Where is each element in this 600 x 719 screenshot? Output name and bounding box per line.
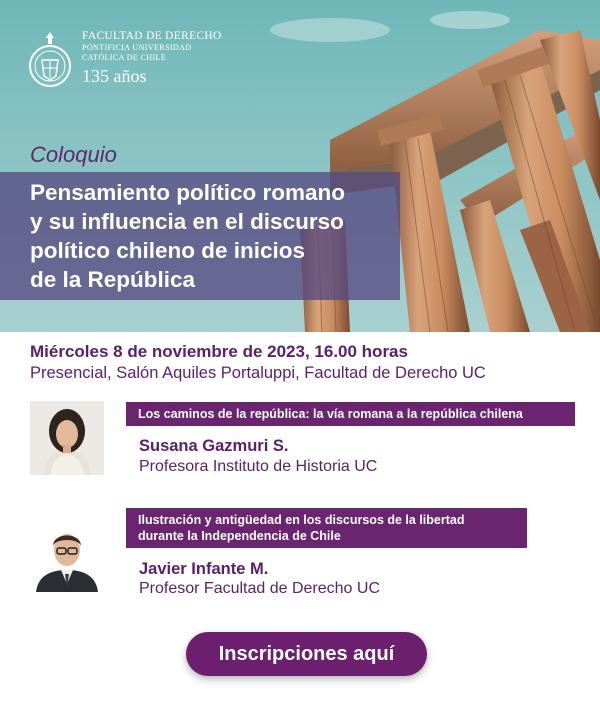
university-name-2: CATÓLICA DE CHILE <box>82 53 167 62</box>
event-type: Coloquio <box>30 142 117 167</box>
speaker-role-2: Profesor Facultad de Derecho UC <box>139 580 380 597</box>
hero-banner <box>0 0 600 332</box>
speaker-role-1: Profesora Instituto de Historia UC <box>139 458 378 475</box>
faculty-name: FACULTAD DE DERECHO <box>82 30 222 42</box>
event-date: Miércoles 8 de noviembre de 2023, 16.00 horas <box>30 342 408 361</box>
speaker-name-2: Javier Infante M. <box>139 560 269 578</box>
talk-title-2: Ilustración y antigüedad en los discursos de la libertad durante la Independencia de Chile <box>126 508 527 548</box>
register-button[interactable]: Inscripciones aquí <box>186 632 427 676</box>
speaker-name-1: Susana Gazmuri S. <box>139 437 289 455</box>
speaker-photo-woman <box>30 401 104 475</box>
university-seal-icon <box>26 30 74 92</box>
event-title: Pensamiento político romano y su influencia en el discurso político chileno de inicios de la República <box>30 180 346 292</box>
event-venue: Presencial, Salón Aquiles Portaluppi, Facultad de Derecho UC <box>30 364 486 382</box>
anniversary-label: 135 años <box>82 66 147 86</box>
talk-title-1: Los caminos de la república: la vía romana a la república chilena <box>126 402 575 426</box>
title-band <box>0 172 400 300</box>
speaker-photo-man <box>30 518 104 592</box>
faculty-logo <box>26 30 222 92</box>
university-name: PONTIFICIA UNIVERSIDAD <box>82 43 192 52</box>
